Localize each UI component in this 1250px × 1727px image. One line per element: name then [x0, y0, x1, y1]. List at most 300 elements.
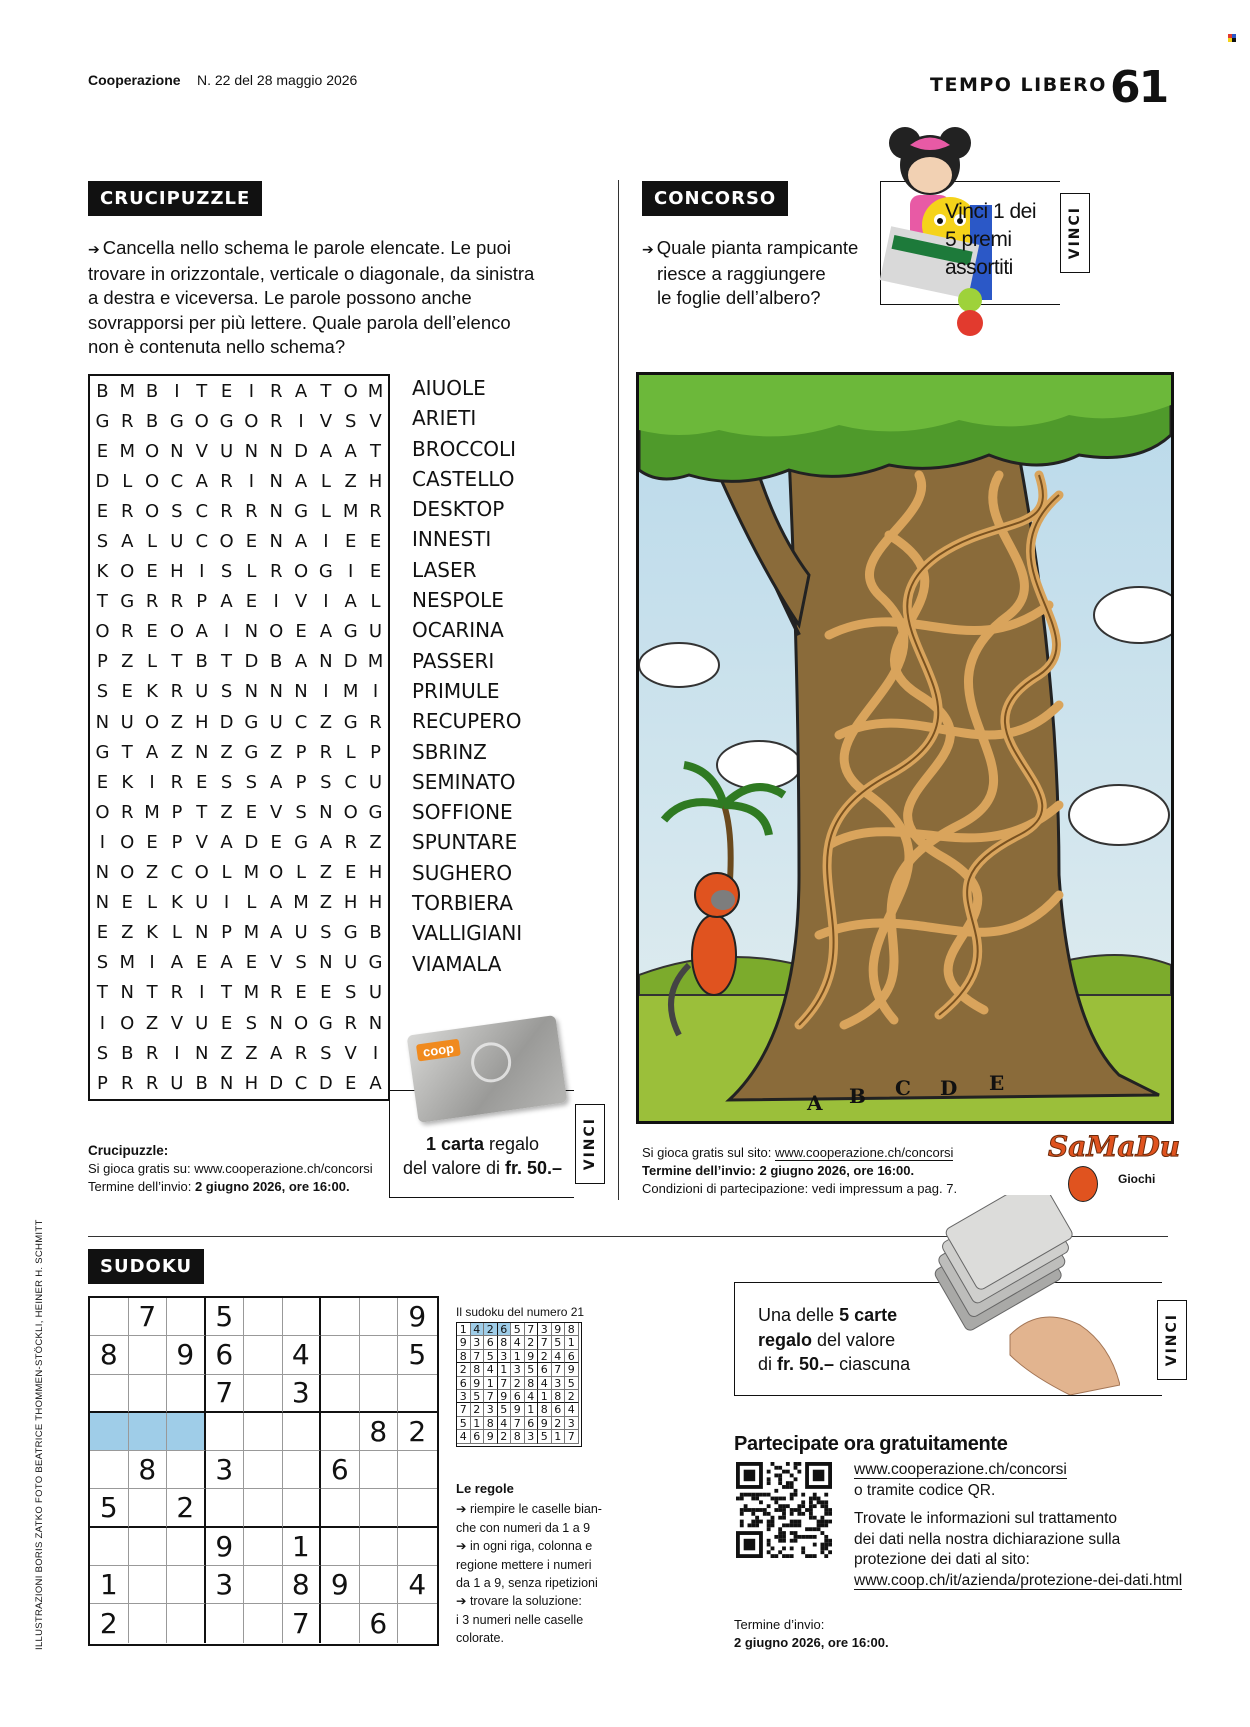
grid-letter[interactable]: B: [195, 1072, 208, 1094]
grid-letter[interactable]: E: [220, 380, 233, 402]
grid-letter[interactable]: O: [120, 831, 135, 853]
grid-letter[interactable]: G: [120, 591, 135, 613]
grid-letter[interactable]: T: [96, 982, 108, 1004]
grid-letter[interactable]: A: [294, 531, 308, 553]
grid-letter[interactable]: N: [319, 651, 333, 673]
grid-letter[interactable]: O: [169, 621, 184, 643]
sudoku-cell[interactable]: [360, 1298, 399, 1336]
grid-letter[interactable]: L: [320, 470, 331, 492]
qr-code[interactable]: [736, 1462, 832, 1558]
sudoku-cell[interactable]: [321, 1375, 360, 1413]
sudoku-cell[interactable]: [321, 1489, 360, 1527]
grid-letter[interactable]: E: [369, 531, 382, 553]
grid-letter[interactable]: R: [220, 500, 233, 522]
sudoku-cell[interactable]: [167, 1451, 206, 1489]
grid-letter[interactable]: B: [369, 922, 382, 944]
grid-letter[interactable]: O: [120, 862, 135, 884]
grid-letter[interactable]: E: [121, 892, 133, 914]
sudoku-cell[interactable]: [244, 1413, 283, 1451]
grid-letter[interactable]: B: [145, 410, 159, 432]
grid-letter[interactable]: L: [246, 892, 257, 914]
grid-letter[interactable]: Z: [145, 862, 159, 884]
grid-letter[interactable]: Z: [170, 711, 184, 733]
grid-letter[interactable]: Z: [121, 922, 134, 944]
grid-letter[interactable]: V: [344, 1042, 357, 1064]
sudoku-cell[interactable]: [283, 1451, 322, 1489]
sudoku-cell[interactable]: [398, 1489, 437, 1527]
grid-letter[interactable]: E: [270, 831, 282, 853]
grid-letter[interactable]: Z: [319, 892, 333, 914]
sudoku-cell[interactable]: [398, 1604, 437, 1642]
grid-letter[interactable]: O: [144, 470, 160, 492]
grid-letter[interactable]: H: [194, 711, 209, 733]
grid-letter[interactable]: R: [344, 1012, 357, 1034]
sudoku-cell[interactable]: [321, 1298, 360, 1336]
grid-letter[interactable]: E: [96, 440, 109, 462]
grid-letter[interactable]: I: [99, 1012, 106, 1034]
grid-letter[interactable]: R: [170, 771, 184, 793]
grid-letter[interactable]: U: [195, 892, 209, 914]
grid-letter[interactable]: N: [95, 892, 110, 914]
grid-letter[interactable]: I: [149, 771, 155, 793]
grid-letter[interactable]: M: [144, 801, 160, 823]
grid-letter[interactable]: R: [145, 1072, 159, 1094]
grid-letter[interactable]: O: [269, 862, 284, 884]
grid-letter[interactable]: S: [344, 982, 357, 1004]
grid-letter[interactable]: I: [149, 952, 155, 974]
grid-letter[interactable]: K: [170, 892, 183, 914]
grid-letter[interactable]: I: [348, 561, 354, 583]
grid-letter[interactable]: D: [219, 711, 234, 733]
grid-letter[interactable]: H: [343, 892, 358, 914]
grid-letter[interactable]: A: [220, 591, 233, 613]
grid-letter[interactable]: S: [171, 500, 183, 522]
grid-letter[interactable]: Z: [270, 741, 283, 763]
grid-letter[interactable]: A: [270, 1042, 283, 1064]
grid-letter[interactable]: R: [170, 982, 184, 1004]
grid-letter[interactable]: L: [147, 892, 158, 914]
grid-letter[interactable]: E: [345, 862, 357, 884]
grid-letter[interactable]: O: [144, 711, 160, 733]
grid-letter[interactable]: A: [319, 440, 333, 462]
grid-letter[interactable]: R: [145, 591, 159, 613]
grid-letter[interactable]: U: [170, 1072, 184, 1094]
grid-letter[interactable]: T: [221, 651, 233, 673]
grid-letter[interactable]: R: [319, 741, 333, 763]
grid-letter[interactable]: P: [171, 831, 183, 853]
grid-letter[interactable]: M: [243, 982, 260, 1004]
grid-letter[interactable]: P: [295, 771, 307, 793]
grid-letter[interactable]: D: [343, 651, 358, 673]
grid-letter[interactable]: D: [294, 440, 308, 462]
grid-letter[interactable]: O: [343, 801, 358, 823]
grid-letter[interactable]: O: [269, 621, 284, 643]
grid-letter[interactable]: G: [95, 741, 110, 763]
grid-letter[interactable]: P: [171, 801, 183, 823]
sudoku-cell[interactable]: [321, 1413, 360, 1451]
grid-letter[interactable]: L: [171, 922, 182, 944]
grid-letter[interactable]: I: [372, 1042, 379, 1064]
grid-letter[interactable]: S: [220, 771, 233, 793]
grid-letter[interactable]: R: [369, 711, 382, 733]
grid-letter[interactable]: Z: [220, 1042, 233, 1064]
grid-letter[interactable]: E: [369, 561, 382, 583]
grid-letter[interactable]: N: [194, 922, 209, 944]
sudoku-cell[interactable]: [360, 1336, 399, 1374]
grid-letter[interactable]: A: [319, 831, 333, 853]
grid-letter[interactable]: R: [120, 500, 134, 522]
grid-letter[interactable]: N: [95, 711, 110, 733]
sudoku-cell[interactable]: [398, 1451, 437, 1489]
grid-letter[interactable]: I: [273, 591, 279, 613]
grid-letter[interactable]: S: [295, 801, 307, 823]
grid-letter[interactable]: K: [146, 681, 158, 703]
grid-letter[interactable]: B: [121, 1042, 134, 1064]
grid-letter[interactable]: O: [144, 440, 160, 462]
grid-letter[interactable]: M: [342, 681, 359, 703]
grid-letter[interactable]: A: [294, 380, 308, 402]
grid-letter[interactable]: C: [294, 1072, 308, 1094]
grid-letter[interactable]: I: [298, 410, 304, 432]
grid-letter[interactable]: O: [343, 380, 358, 402]
grid-letter[interactable]: L: [320, 500, 331, 522]
grid-letter[interactable]: S: [96, 1042, 109, 1064]
grid-letter[interactable]: I: [372, 681, 379, 703]
grid-letter[interactable]: Z: [245, 1042, 258, 1064]
sudoku-colored-cell[interactable]: [167, 1413, 206, 1451]
grid-letter[interactable]: E: [245, 952, 258, 974]
grid-letter[interactable]: N: [368, 1012, 383, 1034]
grid-letter[interactable]: P: [295, 741, 307, 763]
grid-letter[interactable]: N: [194, 1042, 209, 1064]
grid-letter[interactable]: V: [170, 1012, 184, 1034]
concorso-link[interactable]: www.cooperazione.ch/concorsi: [774, 1145, 954, 1160]
grid-letter[interactable]: E: [96, 500, 109, 522]
grid-letter[interactable]: U: [219, 440, 234, 462]
grid-letter[interactable]: C: [170, 470, 184, 492]
grid-letter[interactable]: U: [344, 952, 358, 974]
grid-letter[interactable]: U: [170, 531, 184, 553]
grid-letter[interactable]: A: [121, 531, 134, 553]
grid-letter[interactable]: U: [368, 982, 383, 1004]
grid-letter[interactable]: O: [244, 410, 259, 432]
grid-letter[interactable]: N: [244, 621, 259, 643]
sudoku-cell[interactable]: [129, 1604, 168, 1642]
grid-letter[interactable]: L: [345, 741, 356, 763]
grid-letter[interactable]: E: [96, 922, 109, 944]
grid-letter[interactable]: Z: [319, 862, 333, 884]
grid-letter[interactable]: M: [243, 922, 260, 944]
sudoku-cell[interactable]: [167, 1528, 206, 1566]
grid-letter[interactable]: I: [99, 831, 106, 853]
grid-letter[interactable]: D: [318, 1072, 333, 1094]
grid-letter[interactable]: S: [96, 952, 109, 974]
grid-letter[interactable]: R: [170, 591, 184, 613]
grid-letter[interactable]: H: [368, 470, 383, 492]
grid-letter[interactable]: I: [223, 621, 230, 643]
grid-letter[interactable]: R: [120, 801, 134, 823]
grid-letter[interactable]: M: [119, 440, 135, 462]
sudoku-cell[interactable]: [244, 1489, 283, 1527]
sudoku-cell[interactable]: [167, 1604, 206, 1642]
sudoku-cell[interactable]: [244, 1566, 283, 1604]
grid-letter[interactable]: G: [219, 410, 234, 432]
maze-exit-B[interactable]: B: [849, 1084, 866, 1108]
grid-letter[interactable]: K: [146, 922, 158, 944]
grid-letter[interactable]: G: [343, 621, 358, 643]
grid-letter[interactable]: H: [244, 1072, 259, 1094]
grid-letter[interactable]: A: [145, 741, 159, 763]
grid-letter[interactable]: L: [147, 531, 158, 553]
grid-letter[interactable]: R: [120, 410, 134, 432]
grid-letter[interactable]: E: [196, 952, 208, 974]
grid-letter[interactable]: E: [345, 1072, 357, 1094]
grid-letter[interactable]: T: [196, 801, 208, 823]
grid-letter[interactable]: R: [269, 982, 283, 1004]
sudoku-cell[interactable]: [398, 1528, 437, 1566]
sudoku-cell[interactable]: [129, 1336, 168, 1374]
grid-letter[interactable]: G: [318, 561, 333, 583]
grid-letter[interactable]: M: [243, 862, 260, 884]
grid-letter[interactable]: T: [221, 982, 233, 1004]
grid-letter[interactable]: T: [320, 380, 332, 402]
grid-letter[interactable]: D: [244, 651, 259, 673]
grid-letter[interactable]: A: [170, 952, 184, 974]
grid-letter[interactable]: G: [294, 500, 309, 522]
grid-letter[interactable]: T: [370, 440, 382, 462]
grid-letter[interactable]: C: [195, 531, 209, 553]
grid-letter[interactable]: E: [245, 801, 258, 823]
grid-letter[interactable]: E: [96, 771, 109, 793]
grid-letter[interactable]: M: [342, 500, 359, 522]
grid-letter[interactable]: N: [294, 681, 308, 703]
grid-letter[interactable]: A: [369, 1072, 382, 1094]
grid-letter[interactable]: R: [294, 1042, 308, 1064]
sudoku-cell[interactable]: [398, 1375, 437, 1413]
grid-letter[interactable]: G: [169, 410, 184, 432]
grid-letter[interactable]: S: [245, 1012, 258, 1034]
sudoku-cell[interactable]: [244, 1528, 283, 1566]
grid-letter[interactable]: O: [293, 1012, 309, 1034]
grid-letter[interactable]: A: [270, 922, 283, 944]
grid-letter[interactable]: O: [219, 531, 234, 553]
grid-letter[interactable]: E: [245, 591, 258, 613]
sudoku-cell[interactable]: [283, 1298, 322, 1336]
sudoku-cell[interactable]: [206, 1413, 245, 1451]
grid-letter[interactable]: Z: [344, 470, 357, 492]
grid-letter[interactable]: M: [119, 380, 135, 402]
grid-letter[interactable]: G: [95, 410, 110, 432]
sudoku-colored-cell[interactable]: [90, 1413, 129, 1451]
grid-letter[interactable]: M: [367, 651, 384, 673]
grid-letter[interactable]: O: [95, 801, 110, 823]
grid-letter[interactable]: S: [220, 561, 233, 583]
grid-letter[interactable]: I: [199, 982, 205, 1004]
sudoku-cell[interactable]: [90, 1451, 129, 1489]
grid-letter[interactable]: I: [323, 531, 329, 553]
grid-letter[interactable]: V: [369, 410, 382, 432]
grid-letter[interactable]: U: [120, 711, 134, 733]
grid-letter[interactable]: U: [294, 922, 308, 944]
grid-letter[interactable]: I: [248, 470, 255, 492]
grid-letter[interactable]: G: [244, 711, 259, 733]
grid-letter[interactable]: I: [223, 892, 230, 914]
grid-letter[interactable]: T: [96, 591, 108, 613]
sudoku-cell[interactable]: [129, 1375, 168, 1413]
grid-letter[interactable]: S: [96, 531, 109, 553]
sudoku-cell[interactable]: [244, 1451, 283, 1489]
grid-letter[interactable]: O: [95, 621, 110, 643]
grid-letter[interactable]: U: [269, 711, 283, 733]
grid-letter[interactable]: I: [199, 561, 205, 583]
grid-letter[interactable]: G: [294, 831, 309, 853]
grid-letter[interactable]: T: [121, 741, 133, 763]
grid-letter[interactable]: E: [146, 561, 158, 583]
grid-letter[interactable]: N: [269, 1012, 283, 1034]
sudoku-cell[interactable]: [90, 1528, 129, 1566]
sudoku-cell[interactable]: [167, 1566, 206, 1604]
grid-letter[interactable]: N: [194, 741, 209, 763]
grid-letter[interactable]: S: [320, 1042, 332, 1064]
grid-letter[interactable]: N: [269, 681, 283, 703]
grid-letter[interactable]: N: [269, 531, 283, 553]
grid-letter[interactable]: O: [194, 862, 209, 884]
grid-letter[interactable]: V: [294, 591, 308, 613]
grid-letter[interactable]: E: [196, 771, 208, 793]
grid-letter[interactable]: T: [196, 380, 208, 402]
grid-letter[interactable]: R: [220, 470, 233, 492]
grid-letter[interactable]: O: [293, 561, 309, 583]
grid-letter[interactable]: G: [368, 952, 383, 974]
grid-letter[interactable]: K: [121, 771, 134, 793]
grid-letter[interactable]: U: [368, 621, 383, 643]
grid-letter[interactable]: R: [120, 1072, 134, 1094]
grid-letter[interactable]: R: [120, 621, 134, 643]
grid-letter[interactable]: N: [269, 470, 283, 492]
grid-letter[interactable]: G: [343, 922, 358, 944]
grid-letter[interactable]: U: [195, 1012, 209, 1034]
grid-letter[interactable]: H: [368, 862, 383, 884]
sudoku-cell[interactable]: [206, 1489, 245, 1527]
sudoku-cell[interactable]: [244, 1336, 283, 1374]
grid-letter[interactable]: A: [344, 440, 357, 462]
grid-letter[interactable]: N: [219, 1072, 234, 1094]
grid-letter[interactable]: G: [318, 1012, 333, 1034]
grid-letter[interactable]: A: [319, 621, 333, 643]
grid-letter[interactable]: R: [344, 831, 357, 853]
sudoku-cell[interactable]: [360, 1451, 399, 1489]
sudoku-cell[interactable]: [321, 1528, 360, 1566]
grid-letter[interactable]: N: [269, 500, 283, 522]
grid-letter[interactable]: C: [195, 500, 209, 522]
grid-letter[interactable]: I: [248, 380, 255, 402]
grid-letter[interactable]: P: [221, 922, 232, 944]
grid-letter[interactable]: R: [269, 380, 283, 402]
sudoku-cell[interactable]: [129, 1528, 168, 1566]
grid-letter[interactable]: Z: [170, 741, 184, 763]
grid-letter[interactable]: N: [319, 801, 333, 823]
grid-letter[interactable]: E: [220, 1012, 233, 1034]
grid-letter[interactable]: A: [344, 591, 357, 613]
grid-letter[interactable]: O: [144, 500, 160, 522]
sudoku-cell[interactable]: [360, 1375, 399, 1413]
grid-letter[interactable]: S: [295, 952, 307, 974]
grid-letter[interactable]: E: [320, 982, 332, 1004]
sudoku-cell[interactable]: [283, 1489, 322, 1527]
grid-letter[interactable]: S: [245, 771, 258, 793]
grid-letter[interactable]: C: [294, 711, 308, 733]
grid-letter[interactable]: U: [368, 771, 383, 793]
sudoku-cell[interactable]: [321, 1604, 360, 1642]
grid-letter[interactable]: O: [120, 1012, 135, 1034]
sudoku-cell[interactable]: [244, 1375, 283, 1413]
privacy-link[interactable]: www.coop.ch/it/azienda/protezione-dei-dati.html: [854, 1571, 1183, 1589]
grid-letter[interactable]: N: [319, 952, 333, 974]
maze-exit-E[interactable]: E: [989, 1071, 1005, 1095]
grid-letter[interactable]: E: [245, 531, 258, 553]
grid-letter[interactable]: M: [293, 892, 309, 914]
grid-letter[interactable]: G: [244, 741, 259, 763]
grid-letter[interactable]: Z: [121, 651, 134, 673]
grid-letter[interactable]: D: [244, 831, 259, 853]
sudoku-cell[interactable]: [129, 1566, 168, 1604]
sudoku-colored-cell[interactable]: [129, 1413, 168, 1451]
sudoku-cell[interactable]: [360, 1489, 399, 1527]
grid-letter[interactable]: O: [120, 561, 135, 583]
grid-letter[interactable]: E: [146, 831, 158, 853]
grid-letter[interactable]: P: [370, 741, 381, 763]
grid-letter[interactable]: G: [368, 801, 383, 823]
grid-letter[interactable]: R: [170, 681, 184, 703]
maze-exit-C[interactable]: C: [895, 1076, 911, 1100]
sudoku-cell[interactable]: [283, 1413, 322, 1451]
grid-letter[interactable]: P: [96, 651, 108, 673]
grid-letter[interactable]: U: [195, 681, 209, 703]
grid-letter[interactable]: H: [368, 892, 383, 914]
grid-letter[interactable]: R: [369, 500, 382, 522]
grid-letter[interactable]: E: [121, 681, 133, 703]
grid-letter[interactable]: N: [170, 440, 184, 462]
grid-letter[interactable]: N: [244, 681, 259, 703]
grid-letter[interactable]: E: [146, 621, 158, 643]
grid-letter[interactable]: C: [170, 862, 184, 884]
grid-letter[interactable]: I: [174, 1042, 180, 1064]
grid-letter[interactable]: N: [244, 440, 259, 462]
sudoku-cell[interactable]: [244, 1298, 283, 1336]
grid-letter[interactable]: H: [170, 561, 184, 583]
grid-letter[interactable]: I: [323, 681, 329, 703]
grid-letter[interactable]: V: [270, 801, 283, 823]
sudoku-cell[interactable]: [167, 1298, 206, 1336]
grid-letter[interactable]: A: [195, 470, 208, 492]
grid-letter[interactable]: R: [145, 1042, 159, 1064]
grid-letter[interactable]: A: [220, 831, 233, 853]
sudoku-cell[interactable]: [321, 1336, 360, 1374]
grid-letter[interactable]: Z: [145, 1012, 159, 1034]
grid-letter[interactable]: P: [196, 591, 208, 613]
grid-letter[interactable]: S: [96, 681, 109, 703]
grid-letter[interactable]: N: [269, 440, 283, 462]
grid-letter[interactable]: E: [295, 621, 307, 643]
grid-letter[interactable]: S: [320, 922, 332, 944]
grid-letter[interactable]: M: [367, 380, 384, 402]
grid-letter[interactable]: B: [96, 380, 109, 402]
grid-letter[interactable]: R: [269, 410, 283, 432]
grid-letter[interactable]: A: [294, 651, 308, 673]
grid-letter[interactable]: S: [220, 681, 233, 703]
grid-letter[interactable]: Z: [220, 801, 233, 823]
grid-letter[interactable]: L: [370, 591, 381, 613]
